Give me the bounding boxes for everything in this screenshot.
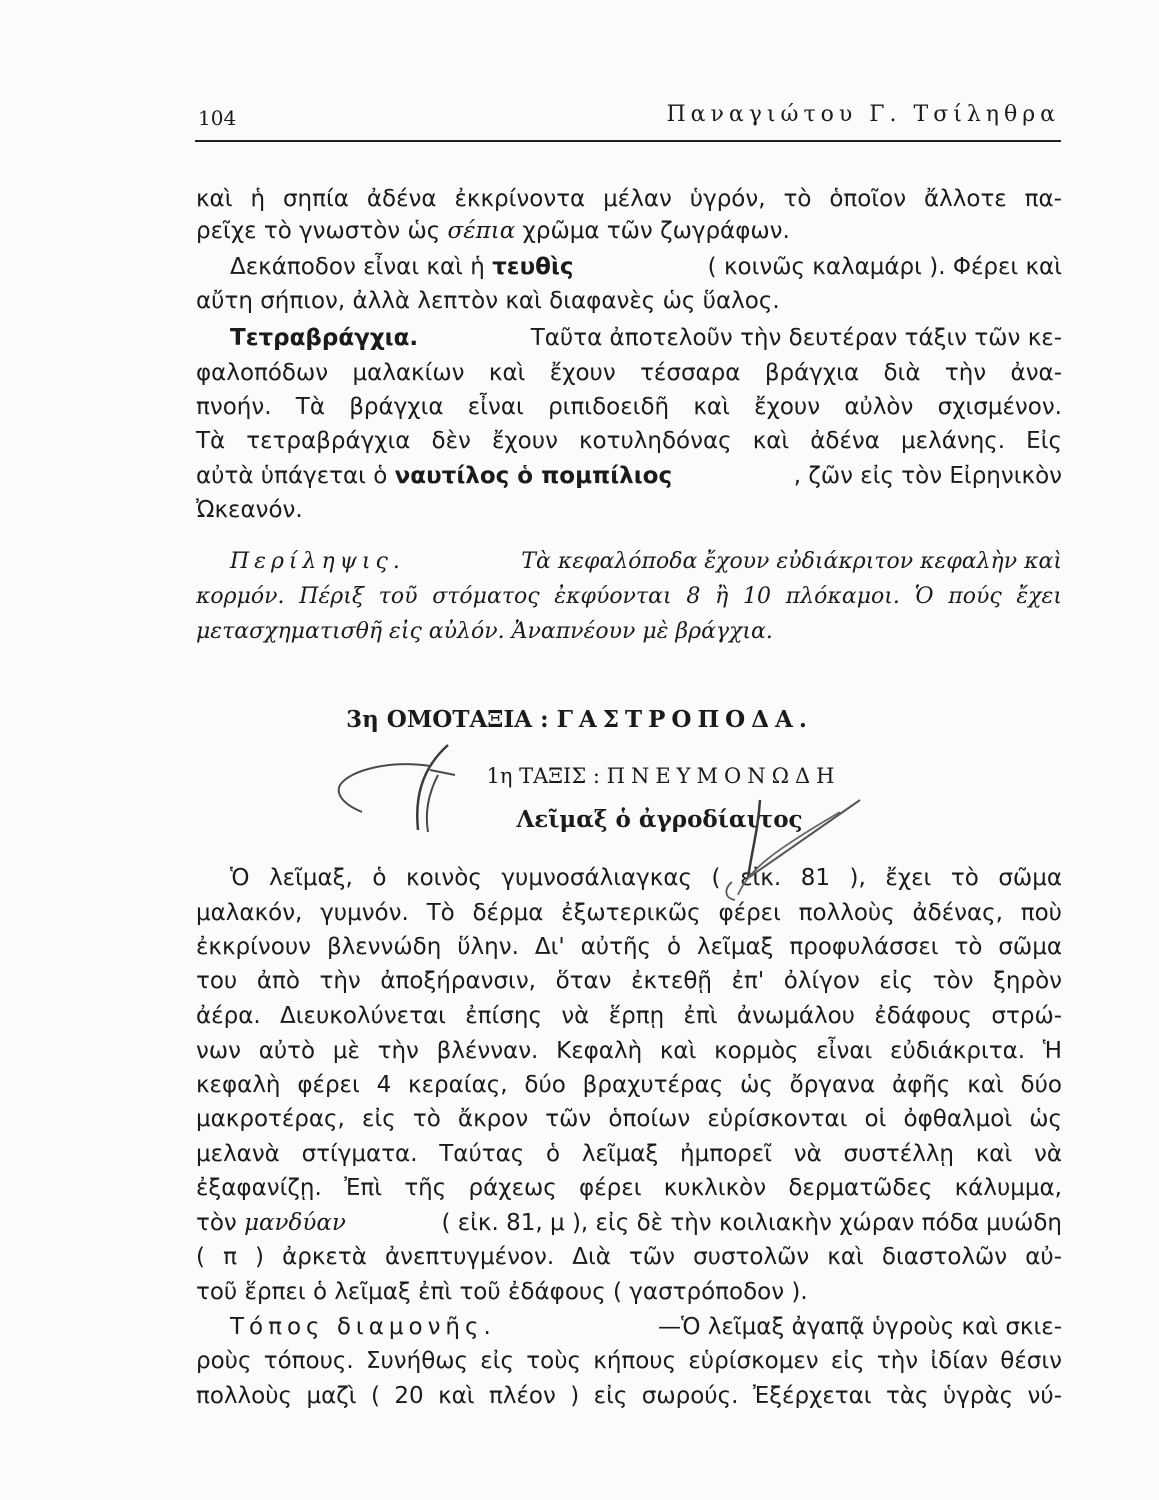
text-line: αὔτη σήπιον, ἀλλὰ λεπτὸν καὶ διαφανὲς ὡς ὕαλος. <box>196 288 780 314</box>
order-heading: 1η ΤΑΞΙΣ : ΠΝΕΥΜΟΝΩΔΗ <box>486 764 841 788</box>
text-line: ἐξαφανίζῃ. Ἐπὶ τῆς ράχεως φέρει κυκλικὸν δερματῶδες κάλυμμα, <box>196 1175 1062 1201</box>
text-line: πνοήν. Τὰ βράγχια εἶναι ριπιδοειδῆ καὶ ἔχουν αὐλὸν σχισμένον. <box>196 394 1062 420</box>
page-header <box>198 100 1060 140</box>
text-line: κεφαλὴ φέρει 4 κεραίας, δύο βραχυτέρας ὡς ὄργανα ἀφῆς καὶ δύο <box>196 1072 1062 1098</box>
text-line: Δεκάποδον εἶναι καὶ ἡ τευθὶς ( κοινῶς καλαμάρι ). Φέρει καὶ <box>230 254 1062 280</box>
text-line: ( π ) ἀρκετὰ ἀνεπτυγμένον. Διὰ τῶν συστολῶν καὶ διαστολῶν αὐ- <box>196 1244 1062 1270</box>
summary-line: Περίληψις. Τὰ κεφαλόποδα ἔχουν εὐδιάκριτον κεφαλὴν καὶ <box>230 546 1062 578</box>
text-line: φαλοπόδων μαλακίων καὶ ἔχουν τέσσαρα βράγχια διὰ τὴν ἀνα- <box>196 360 1062 386</box>
summary-label: Περίληψις. <box>230 549 405 574</box>
running-head: Παναγιώτου Γ. Τσίληθρα <box>666 102 1060 127</box>
text-line: ἐκκρίνουν βλεννώδη ὕλην. Δι' αὐτῆς ὁ λεῖμαξ προφυλάσσει τὸ σῶμα <box>196 934 1062 960</box>
text-line: νων αὐτὸ μὲ τὴν βλένναν. Κεφαλὴ καὶ κορμὸς εἶναι εὐδιάκριτα. Ἡ <box>196 1038 1062 1064</box>
text-line: Τετραβράγχια. Ταῦτα ἀποτελοῦν τὴν δευτέραν τάξιν τῶν κε- <box>230 322 1062 354</box>
bold-term: ναυτίλος ὁ πομπίλιος <box>394 463 673 489</box>
text-line: ροὺς τόπους. Συνήθως εἰς τοὺς κήπους εὑρίσκομεν εἰς τὴν ἰδίαν θέσιν <box>196 1348 1062 1374</box>
italic-term: σέπια <box>447 218 516 244</box>
text-line: τοῦ ἕρπει ὁ λεῖμαξ ἐπὶ τοῦ ἐδάφους ( γαστρόποδον ). <box>196 1279 808 1305</box>
text-line: Τὰ τετραβράγχια δὲν ἔχουν κοτυληδόνας καὶ ἀδένα μελάνης. Εἰς <box>196 428 1062 454</box>
text-line: πολλοὺς μαζὶ ( 20 καὶ πλέον ) εἰς σωρούς. Ἐξέρχεται τὰς ὑγρὰς νύ- <box>196 1383 1062 1409</box>
bold-term: τευθὶς <box>492 254 574 280</box>
text-line: τὸν μανδύαν ( εἰκ. 81, μ ), εἰς δὲ τὴν κοιλιακὴν χώραν πόδα μυώδη <box>196 1210 1062 1236</box>
text-line: μακροτέρας, εἰς τὸ ἄκρον τῶν ὁποίων εὑρίσκονται οἱ ὀφθαλμοὶ ὡς <box>196 1106 1062 1132</box>
bold-term: Τετραβράγχια. <box>230 325 419 351</box>
summary-line: κορμόν. Πέριξ τοῦ στόματος ἐκφύονται 8 ἢ 10 πλόκαμοι. Ὁ πούς ἔχει <box>196 584 1062 609</box>
text-line: του ἀπὸ τὴν ἀποξήρανσιν, ὅταν ἐκτεθῇ ἐπ' ὀλίγον εἰς τὸν ξηρὸν <box>196 968 1062 994</box>
text-line: μελανὰ στίγματα. Ταύτας ὁ λεῖμαξ ἠμπορεῖ νὰ συστέλλῃ καὶ νὰ <box>196 1141 1062 1167</box>
text-line: αὐτὰ ὑπάγεται ὁ ναυτίλος ὁ πομπίλιος , ζῶν εἰς τὸν Εἰρηνικὸν <box>196 463 1062 489</box>
text-line: μαλακόν, γυμνόν. Τὸ δέρμα ἐξωτερικῶς φέρει πολλοὺς ἀδένας, ποὺ <box>196 900 1062 926</box>
text-line: Ὠκεανόν. <box>196 497 303 523</box>
class-heading: 3η ΟΜΟΤΑΞΙΑ : ΓΑΣΤΡΟΠΟΔΑ. <box>346 706 813 733</box>
header-rule <box>195 140 1061 142</box>
text-line: καὶ ἡ σηπία ἀδένα ἐκκρίνοντα μέλαν ὑγρόν, τὸ ὁποῖον ἄλλοτε πα- <box>196 186 1062 212</box>
italic-term: μανδύαν <box>244 1210 346 1236</box>
text-line: ἀέρα. Διευκολύνεται ἐπίσης νὰ ἕρπῃ ἐπὶ ἀνωμάλου ἐδάφους στρώ- <box>196 1003 1062 1029</box>
page-number: 104 <box>198 106 237 130</box>
subsection-label: Τόπος διαμονῆς. <box>230 1314 496 1340</box>
text-line: Τόπος διαμονῆς. —Ὁ λεῖμαξ ἀγαπᾷ ὑγροὺς καὶ σκιε- <box>230 1311 1062 1343</box>
summary-line: μετασχηματισθῆ εἰς αὐλόν. Ἀναπνέουν μὲ βράγχια. <box>196 619 773 644</box>
species-heading: Λεῖμαξ ὁ ἀγροδίαιτος <box>516 806 803 833</box>
text-line: Ὁ λεῖμαξ, ὁ κοινὸς γυμνοσάλιαγκας ( εἰκ. 81 ), ἔχει τὸ σῶμα <box>230 865 1062 891</box>
text-line: ρεῖχε τὸ γνωστὸν ὡς σέπια χρῶμα τῶν ζωγράφων. <box>196 218 790 244</box>
